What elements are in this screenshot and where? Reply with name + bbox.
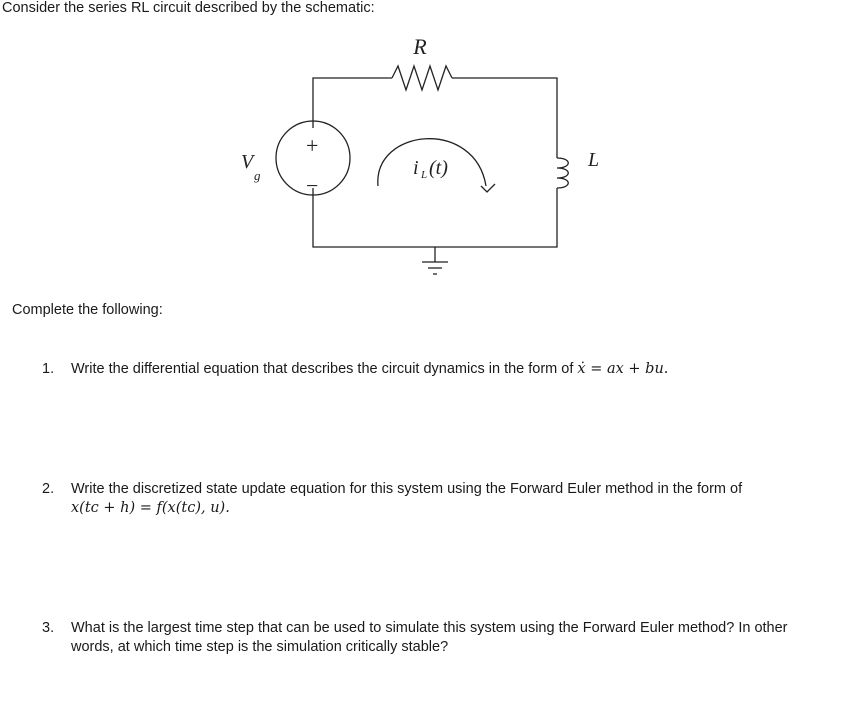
question-math: ẋ = ax + bu. xyxy=(577,361,669,377)
complete-heading: Complete the following: xyxy=(12,302,163,318)
current-label: i xyxy=(413,157,419,179)
inductor-coil xyxy=(557,158,568,188)
inductor-label: L xyxy=(588,149,600,171)
current-label-argument: (t) xyxy=(429,157,448,179)
question-body xyxy=(71,360,668,379)
question-number: 3. xyxy=(42,620,55,636)
resistor-zigzag xyxy=(392,66,452,90)
question-text: What is the largest time step that can be used to simulate this system using the Forward Euler method? In other words, at which time step is the simulation critically stable? xyxy=(71,620,788,655)
intro-text: Consider the series RL circuit described by the schematic: xyxy=(2,0,375,16)
source-plus: + xyxy=(306,133,319,158)
wire-top-left xyxy=(313,78,392,128)
question-number: 2. xyxy=(42,481,55,497)
wire-right-bottom xyxy=(313,188,557,247)
current-arrowhead xyxy=(481,184,495,192)
current-label-subscript: L xyxy=(421,169,428,181)
question-text: Write the differential equation that describes the circuit dynamics in the form of xyxy=(71,361,574,377)
source-label: V xyxy=(241,151,254,173)
rl-circuit-schematic xyxy=(0,0,855,300)
source-label-subscript: g xyxy=(254,168,261,183)
question-body xyxy=(71,480,811,518)
question-text: Write the discretized state update equation for this system using the Forward Euler method in the form of xyxy=(71,481,743,497)
wire-top-right xyxy=(452,78,557,158)
resistor-label: R xyxy=(413,34,427,59)
source-minus: − xyxy=(306,173,319,198)
question-math: x(tᴄ + h) = f(x(tᴄ), u). xyxy=(71,500,230,516)
question-number: 1. xyxy=(42,361,55,377)
